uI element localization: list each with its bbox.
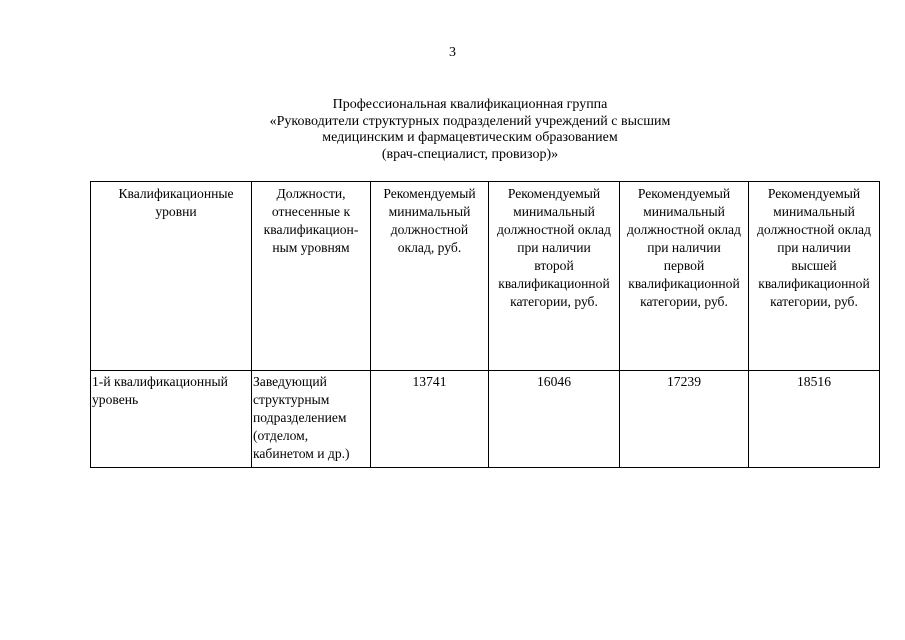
header-qualification-levels: Квалификационные уровни: [91, 182, 252, 371]
header-first-category-salary: Рекомендуемый минимальный должностной оклад при наличии первой квалификационной категории, руб.: [620, 182, 749, 371]
title-line: «Руководители структурных подразделений учреждений с высшим: [269, 113, 671, 129]
table-header-row: [91, 182, 880, 371]
section-title: [200, 97, 740, 163]
header-second-category-salary: Рекомендуемый минимальный должностной оклад при наличии второй квалификационной категории, руб.: [489, 182, 620, 371]
title-line: медицинским и фармацевтическим образованием: [322, 130, 618, 145]
cell-first-category-salary: 17239: [620, 371, 749, 468]
table-row: [91, 371, 880, 468]
header-highest-category-salary: Рекомендуемый минимальный должностной оклад при наличии высшей квалификационной категории, руб.: [749, 182, 880, 371]
header-positions: Должности, отнесенные к квалификацион- ным уровням: [252, 182, 371, 371]
title-line: Профессиональная квалификационная группа: [332, 97, 608, 112]
page-number: 3: [449, 45, 456, 60]
cell-position: Заведующий структурным подразделением (отделом, кабинетом и др.): [252, 371, 371, 468]
title-line: (врач-специалист, провизор)»: [381, 146, 559, 162]
salary-table: [90, 181, 880, 468]
cell-second-category-salary: 16046: [489, 371, 620, 468]
header-base-salary: Рекомендуемый минимальный должностной оклад, руб.: [371, 182, 489, 371]
cell-qualification-level: 1-й квалификационный уровень: [91, 371, 252, 468]
cell-base-salary: 13741: [371, 371, 489, 468]
cell-highest-category-salary: 18516: [749, 371, 880, 468]
